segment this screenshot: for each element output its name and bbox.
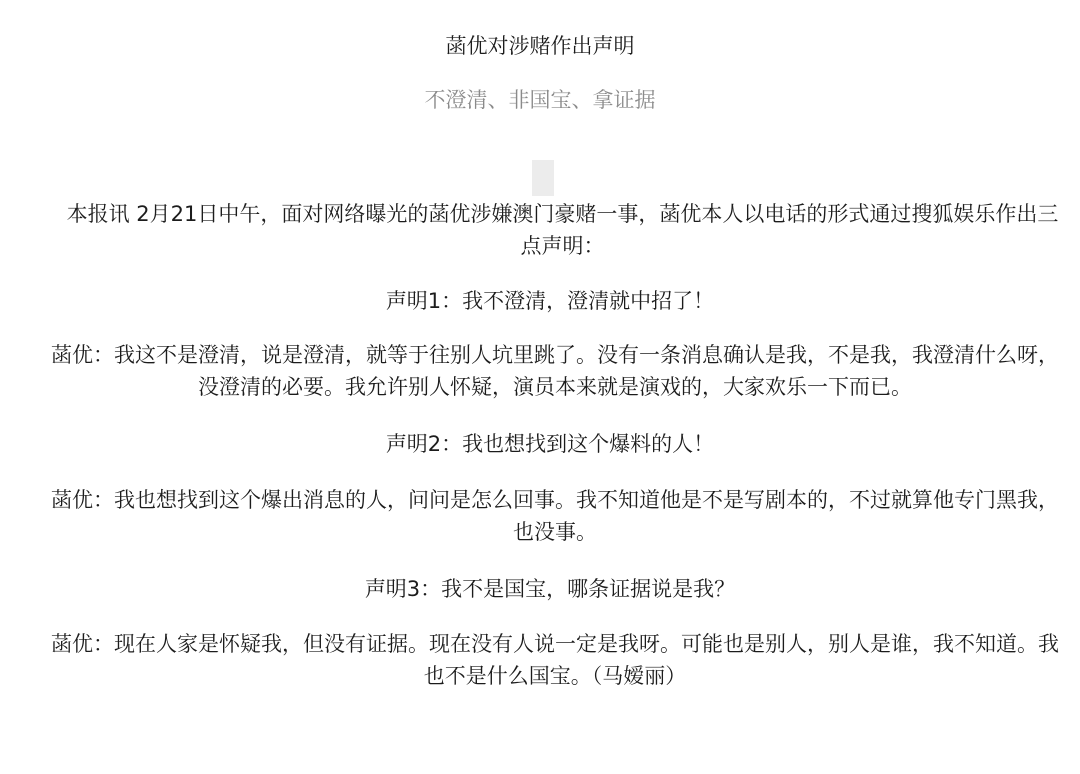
statement3-heading: 声明3：我不是国宝，哪条证据说是我？ — [364, 577, 736, 601]
statement2-body: 菡优：我也想找到这个爆出消息的人，问问是怎么回事。我不知道他是不是写剧本的，不过就算他专门黑我，也没事。 — [51, 488, 1059, 544]
statement1-body: 菡优：我这不是澄清，说是澄清，就等于往别人坑里跳了。没有一条消息确认是我，不是我，我澄清什么呀，没澄清的必要。我允许别人怀疑，演员本来就是演戏的，大家欢乐一下而已。 — [51, 343, 1059, 399]
statement2-heading: 声明2：我也想找到这个爆料的人！ — [385, 432, 715, 456]
intro-paragraph: 本报讯 2月21日中午，面对网络曝光的菡优涉嫌澳门豪赌一事，菡优本人以电话的形式通过搜狐娱乐作出三点声明： — [66, 202, 1059, 258]
article-title: 菡优对涉赌作出声明 — [445, 34, 635, 58]
statement3-body: 菡优：现在人家是怀疑我，但没有证据。现在没有人说一定是我呀。可能也是别人，别人是谁，我不知道。我也不是什么国宝。（马嫒丽） — [51, 632, 1059, 688]
image-placeholder — [532, 160, 554, 196]
article-subtitle: 不澄清、非国宝、拿证据 — [424, 88, 656, 112]
statement1-heading: 声明1：我不澄清，澄清就中招了！ — [385, 289, 715, 313]
